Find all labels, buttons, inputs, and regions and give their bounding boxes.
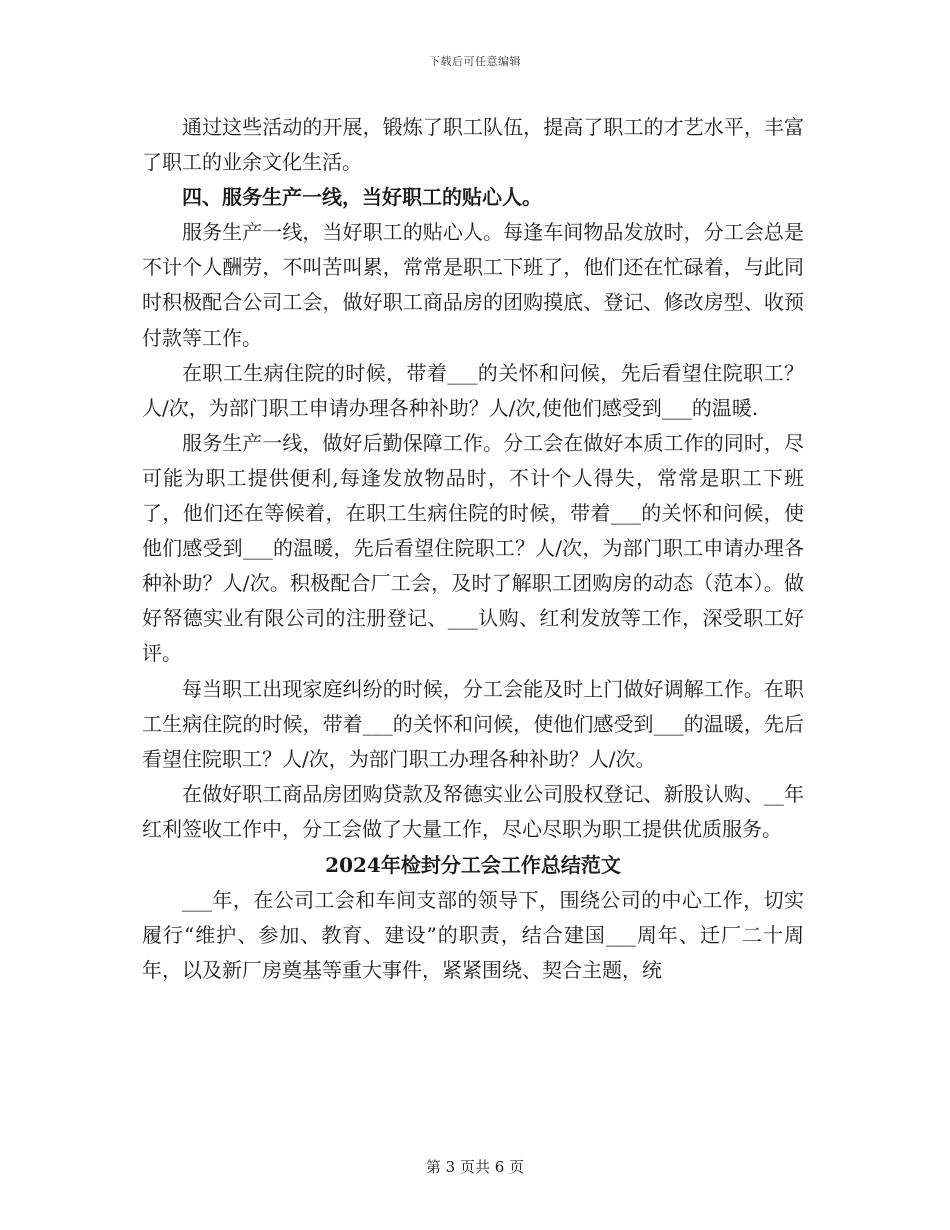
paragraph-hospital-visits: 在职工生病住院的时候，带着___的关怀和问候，先后看望住院职工？人/次，为部门职工申请办理各种补助？人/次,使他们感受到___的温暖. [142,360,804,420]
section-heading-four: 四、服务生产一线，当好职工的贴心人。 [182,185,542,210]
paragraph-annual-intro: ___年，在公司工会和车间支部的领导下，围绕公司的中心工作，切实履行“维护、参加、教育、建设”的职责，结合建国___周年、迁厂二十周年，以及新厂房奠基等重大事件，紧紧围绕、契合主题，统 [142,887,804,983]
document-title: 2024年检封分工会工作总结范文 [325,852,621,877]
page-number: 第 3 页共 6 页 [425,1158,525,1176]
page-header-note: 下载后可任意编辑 [429,55,521,68]
paragraph-serve-production: 服务生产一线，当好职工的贴心人。每逢车间物品发放时，分工会总是不计个人酬劳，不叫苦叫累，常常是职工下班了，他们还在忙碌着，与此同时积极配合公司工会，做好职工商品房的团购摸底、登记、修改房型、收预付款等工作。 [142,220,804,350]
paragraph-logistics-support: 服务生产一线，做好后勤保障工作。分工会在做好本质工作的同时，尽可能为职工提供便利,每逢发放物品时，不计个人得失，常常是职工下班了，他们还在等候着，在职工生病住院的时候，带着___的关怀和问候，使他们感受到___的温暖，先后看望住院职工？人/次，为部门职工申请办理各种补助？人/次。积极配合厂工会，及时了解职工团购房的动态（范本）。做好帑德实业有限公司的注册登记、___认购、红利发放等工作，深受职工好评。 [142,430,804,666]
paragraph-activities-summary: 通过这些活动的开展，锻炼了职工队伍，提高了职工的才艺水平，丰富了职工的业余文化生活。 [142,115,804,175]
document-body [142,110,804,988]
paragraph-housing-loans: 在做好职工商品房团购贷款及帑德实业公司股权登记、新股认购、__年红利签收工作中，分工会做了大量工作，尽心尽职为职工提供优质服务。 [142,781,804,841]
paragraph-family-mediation: 每当职工出现家庭纠纷的时候，分工会能及时上门做好调解工作。在职工生病住院的时候，带着___的关怀和问候，使他们感受到___的温暖，先后看望住院职工？人/次，为部门职工办理各种补助？人/次。 [142,676,804,771]
